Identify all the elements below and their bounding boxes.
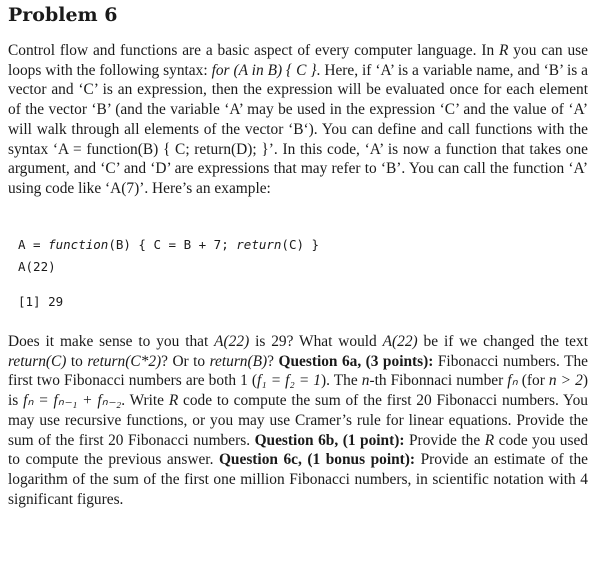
loop-syntax: for (A in B) { C } — [211, 61, 317, 79]
text: is 29? What would — [249, 333, 383, 350]
text: ? Or to — [161, 352, 210, 370]
intro-paragraph — [8, 41, 588, 199]
text: Provide the — [404, 431, 485, 449]
inline-code: return(B) — [209, 352, 268, 370]
question-paragraph — [8, 332, 588, 509]
text: you can use loops with the following syntax: — [8, 42, 588, 79]
text: . Write — [121, 392, 169, 410]
code-keyword: return — [236, 237, 282, 252]
inline-code: A(22) — [214, 333, 250, 350]
text: . Here, if ‘A’ is a variable name, and ‘B’ is a vector and ‘C’ is an expression, then the expression will be evaluated once for each element of the vector ‘B’ (and the variable ‘A’ may be used in the expression ‘C’ and the value of ‘A’ will walk through all elements of the vector ‘B‘). You can define and call functions with the syntax ‘A = function(B) { C; return(D); }’. In this code, ‘A’ is now a function that takes one argument, and ‘C’ and ‘D’ are expressions that may refer to ‘B’. You can call the function ‘A’ using code like ‘A(7)’. Here’s an example: — [8, 61, 588, 197]
r-language: R — [168, 392, 179, 410]
text: code to compute the sum of the first 20 Fibonacci numbers. You may use recursive functions, or you may use Cramer’s rule for linear equations. Provide the sum of the first 20 Fibonacci numbers. — [8, 392, 589, 449]
text: ). The — [320, 372, 362, 390]
inline-code: return(C) — [8, 352, 67, 370]
text: to — [66, 352, 88, 370]
inline-code: A(22) — [382, 333, 418, 350]
math: n — [361, 372, 370, 390]
question-6c-label: Question 6c, (1 bonus point): — [218, 451, 416, 469]
text: code you used to compute the previous answer. — [8, 431, 588, 469]
math: fₙ — [507, 372, 518, 390]
code-keyword: function — [48, 237, 109, 252]
r-language: R — [499, 42, 509, 59]
math: f₁ = f₂ = 1 — [257, 372, 321, 390]
text: (for — [517, 372, 549, 390]
math: fₙ = fₙ₋₁ + fₙ₋₂ — [23, 392, 122, 410]
code-line-2: A(22) — [18, 259, 56, 274]
problem-title: Problem 6 — [8, 4, 118, 26]
code-text: A = — [18, 237, 49, 252]
math: n > 2 — [548, 372, 583, 390]
text: Control flow and functions are a basic aspect of every computer language. In — [8, 42, 500, 59]
text: ) is — [8, 372, 588, 410]
code-line-1 — [18, 237, 319, 252]
question-6a-label: Question 6a, (3 points): — [278, 352, 434, 370]
code-text: (B) { C = B + 7; — [108, 237, 237, 252]
code-output: [1] 29 — [18, 294, 64, 309]
text: Provide an estimate of the logarithm of the sum of the first one million Fibonacci numbers, in scientific notation with 4 significant figures. — [8, 451, 588, 508]
text: ? — [267, 352, 279, 370]
text: -th Fibonnaci number — [369, 372, 508, 390]
r-language: R — [484, 431, 495, 449]
text: be if we changed the text — [417, 333, 588, 350]
inline-code: return(C*2) — [87, 352, 162, 370]
text: Fibonacci numbers. The first two Fibonacci numbers are both 1 ( — [8, 352, 588, 390]
question-6b-label: Question 6b, (1 point): — [254, 431, 405, 449]
code-text: (C) } — [281, 237, 320, 252]
text: Does it make sense to you that — [8, 333, 215, 350]
